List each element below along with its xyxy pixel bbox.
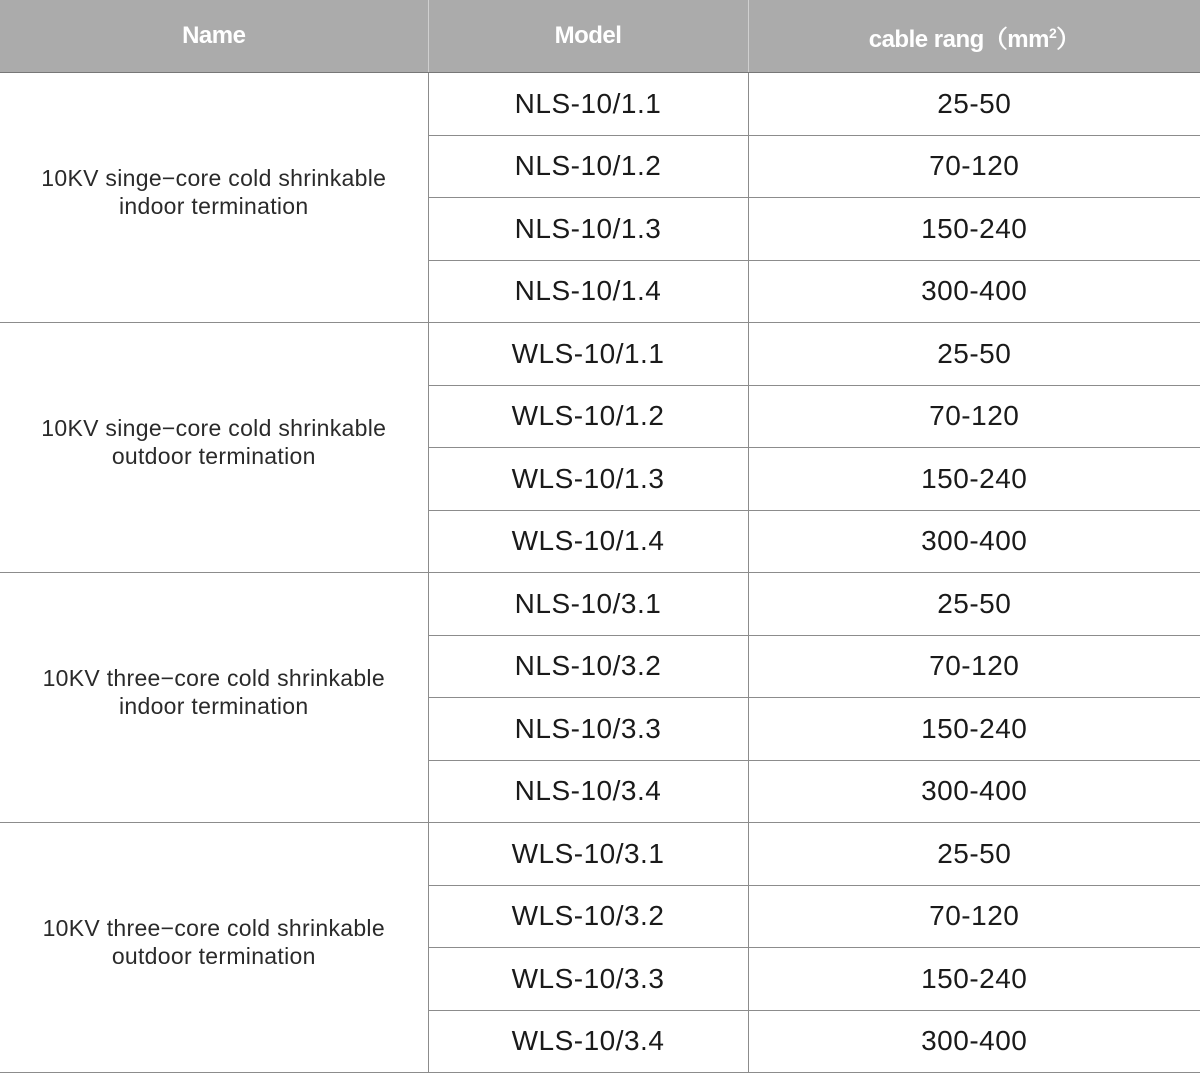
cable-range-cell: 25-50 — [748, 573, 1200, 636]
header-name: Name — [0, 0, 428, 73]
table-row — [0, 73, 1200, 136]
product-name-line-1: 10KV three−core cold shrinkable — [42, 914, 385, 941]
cable-range-cell: 70-120 — [748, 635, 1200, 698]
cable-range-cell: 300-400 — [748, 510, 1200, 573]
model-cell: NLS-10/3.4 — [428, 760, 748, 823]
model-cell: WLS-10/1.1 — [428, 323, 748, 386]
header-cable-range — [748, 0, 1200, 73]
model-cell: NLS-10/1.3 — [428, 198, 748, 261]
cable-range-cell: 150-240 — [748, 948, 1200, 1011]
product-name-cell — [0, 73, 428, 323]
table-row — [0, 323, 1200, 386]
cable-range-cell: 25-50 — [748, 823, 1200, 886]
cable-range-cell: 70-120 — [748, 135, 1200, 198]
model-cell: NLS-10/3.1 — [428, 573, 748, 636]
cable-range-cell: 300-400 — [748, 1010, 1200, 1073]
product-name-line-1: 10KV singe−core cold shrinkable — [41, 164, 387, 191]
cable-range-cell: 25-50 — [748, 73, 1200, 136]
table-header — [0, 0, 1200, 73]
model-cell: NLS-10/3.2 — [428, 635, 748, 698]
table-body — [0, 73, 1200, 1073]
cable-range-cell: 300-400 — [748, 260, 1200, 323]
model-cell: WLS-10/1.4 — [428, 510, 748, 573]
model-cell: WLS-10/3.2 — [428, 885, 748, 948]
product-name-line-2: indoor termination — [118, 692, 309, 719]
model-cell: WLS-10/1.2 — [428, 385, 748, 448]
product-name-line-2: indoor termination — [118, 192, 309, 219]
model-cell: NLS-10/1.1 — [428, 73, 748, 136]
product-name-line-1: 10KV three−core cold shrinkable — [42, 664, 385, 691]
model-cell: WLS-10/3.1 — [428, 823, 748, 886]
product-name-cell — [0, 323, 428, 573]
product-name-line-2: outdoor termination — [111, 942, 316, 969]
cable-range-cell: 150-240 — [748, 198, 1200, 261]
header-cable-range-label: cable rang（mm — [868, 25, 1049, 53]
model-cell: WLS-10/1.3 — [428, 448, 748, 511]
cable-range-cell: 25-50 — [748, 323, 1200, 386]
model-cell: WLS-10/3.3 — [428, 948, 748, 1011]
product-name-cell — [0, 823, 428, 1073]
product-name-line-2: outdoor termination — [111, 442, 316, 469]
table-row — [0, 823, 1200, 886]
cable-range-cell: 70-120 — [748, 385, 1200, 448]
model-cell: WLS-10/3.4 — [428, 1010, 748, 1073]
header-row — [0, 0, 1200, 73]
model-cell: NLS-10/3.3 — [428, 698, 748, 761]
product-name-line-1: 10KV singe−core cold shrinkable — [41, 414, 387, 441]
table-row — [0, 573, 1200, 636]
cable-range-cell: 150-240 — [748, 448, 1200, 511]
header-cable-range-sup: 2 — [1048, 24, 1057, 41]
product-name-cell — [0, 573, 428, 823]
cable-range-cell: 150-240 — [748, 698, 1200, 761]
model-cell: NLS-10/1.4 — [428, 260, 748, 323]
header-cable-range-close: ） — [1056, 25, 1080, 53]
cable-range-cell: 70-120 — [748, 885, 1200, 948]
cable-range-cell: 300-400 — [748, 760, 1200, 823]
header-model: Model — [428, 0, 748, 73]
model-cell: NLS-10/1.2 — [428, 135, 748, 198]
